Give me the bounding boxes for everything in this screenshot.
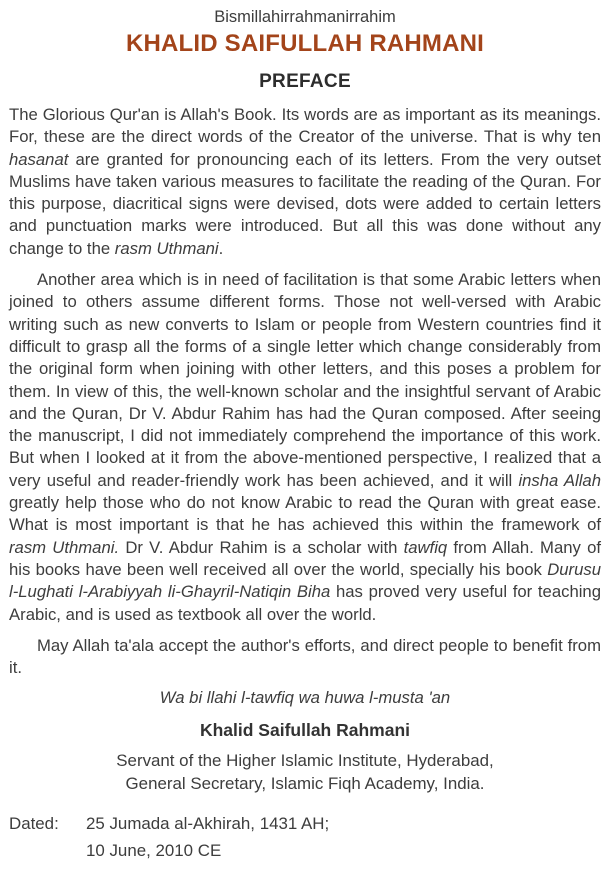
paragraph-1: The Glorious Qur'an is Allah's Book. Its words are as important as its meanings. For, these are the direct words of the Creator of the universe. That is why ten hasanat are granted for pronouncing each of its letters. From the very outset Muslims have taken various measures to facilitate the reading of the Quran. For this purpose, diacritical signs were devised, dots were added to certain letters and punctuation marks were introduced. But all this was done without any change to the rasm Uthmani. <box>9 105 601 258</box>
dated-value-line-2: 10 June, 2010 CE <box>86 841 222 861</box>
signature-role-line-1: Servant of the Higher Islamic Institute, Hyderabad, <box>116 751 494 771</box>
dated-block <box>9 810 601 864</box>
paragraph-2: Another area which is in need of facilitation is that some Arabic letters when joined to others assume different forms. Those not well-versed with Arabic writing such as new converts to Islam or people from Western countries find it difficult to grasp all the forms of a single letter which change considerably from the original form when joining with other letters, and this poses a problem for them. In view of this, the well-known scholar and the insightful servant of Arabic and the Quran, Dr V. Abdur Rahim has had the Quran composed. After seeing the manuscript, I did not immediately comprehend the importance of this work. But when I looked at it from the above-mentioned perspective, I realized that a very useful and reader-friendly work has been achieved, and it will insha Allah greatly help those who do not know Arabic to read the Quran with great ease. What is most important is that he has achieved this within the framework of rasm Uthmani. Dr V. Abdur Rahim is a scholar with tawfiq from Allah. Many of his books have been well received all over the world, specially his book Durusu l-Lughati l-Arabiyyah li-Ghayril-Natiqin Biha has proved very useful for teaching Arabic, and is used as textbook all over the world. <box>9 270 602 624</box>
bismillah-line: Bismillahirrahmanirrahim <box>214 8 396 26</box>
paragraph-3: May Allah ta'ala accept the author's efforts, and direct people to benefit from it. <box>9 635 601 678</box>
preface-heading: PREFACE <box>259 71 351 92</box>
signature-role-line-2: General Secretary, Islamic Fiqh Academy, India. <box>125 773 485 793</box>
author-name-heading: KHALID SAIFULLAH RAHMANI <box>125 30 485 57</box>
dated-label: Dated: <box>9 814 59 834</box>
dated-value-line-1: 25 Jumada al-Akhirah, 1431 AH; <box>86 814 330 834</box>
dated-value <box>86 810 329 864</box>
signature-name: Khalid Saifullah Rahmani <box>199 720 411 741</box>
dua-line: Wa bi llahi l-tawfiq wa huwa l-musta 'an <box>159 688 451 708</box>
